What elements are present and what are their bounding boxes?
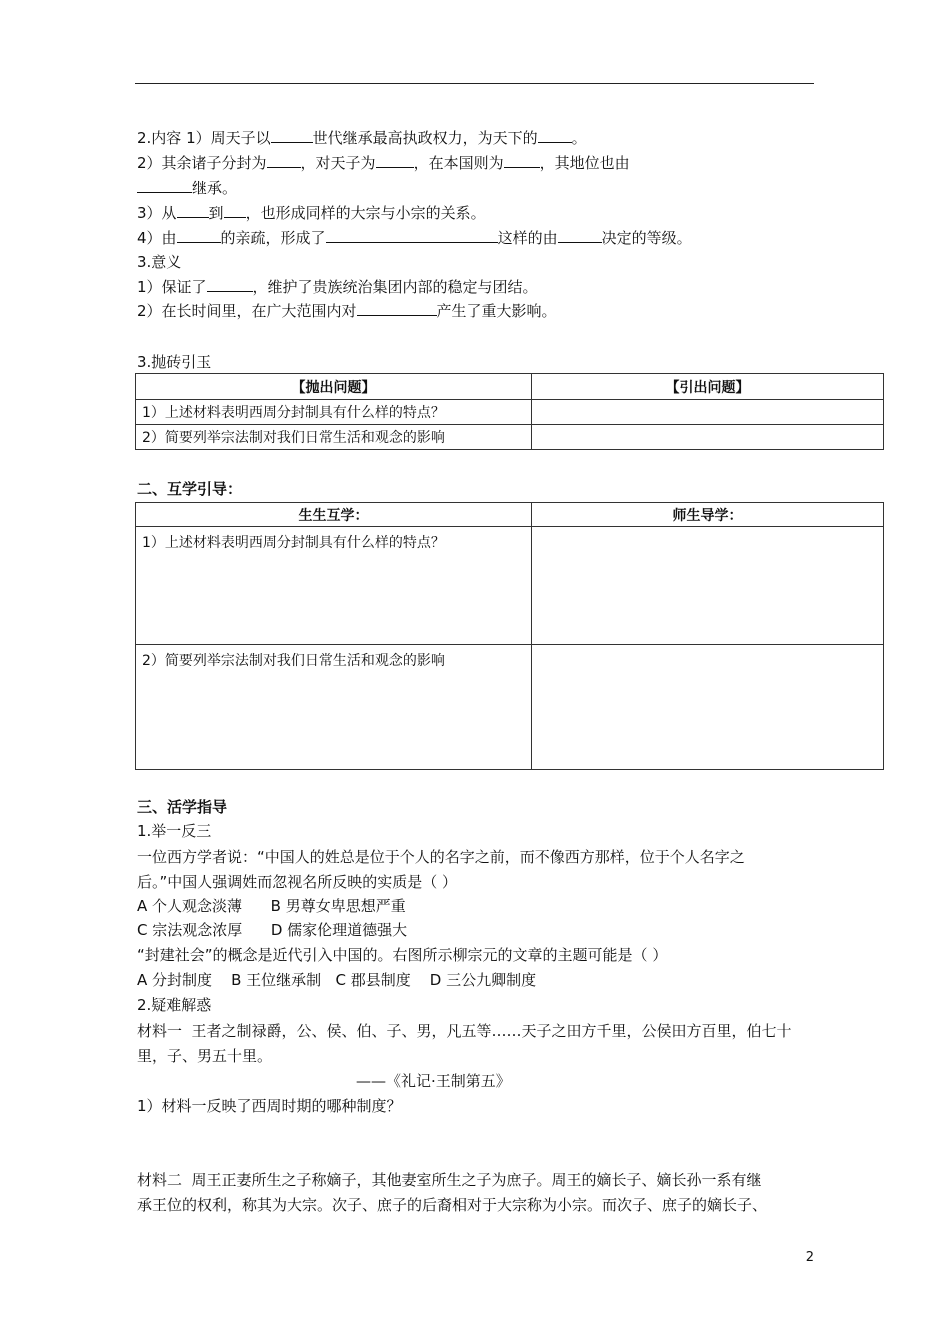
blank[interactable] <box>357 301 437 316</box>
practice-sub2: 2.疑难解惑 <box>137 996 212 1014</box>
material-1-line-1: 材料一 王者之制禄爵，公、侯、伯、子、男，凡五等……天子之田方千里，公侯田方百里，伯七十 <box>137 1022 792 1040</box>
table-row <box>136 400 884 425</box>
answer-cell[interactable] <box>532 527 884 645</box>
material-1-question: 1）材料一反映了西周时期的哪种制度？ <box>137 1097 402 1115</box>
column-header: 【引出问题】 <box>532 374 884 400</box>
practice-title: 三、活学指导 <box>137 798 228 816</box>
text: 4）由 <box>137 229 177 247</box>
answer-cell[interactable] <box>532 425 884 450</box>
header-rule <box>135 83 814 84</box>
mutual-title: 二、互学引导： <box>137 480 243 498</box>
blank[interactable] <box>177 228 221 243</box>
question-1-line-1: 一位西方学者说：“中国人的姓总是位于个人的名字之前，而不像西方那样，位于个人名字之 <box>137 848 745 866</box>
blank[interactable] <box>207 277 253 292</box>
question-1-line-2: 后。”中国人强调姓而忽视名所反映的实质是（ ） <box>137 873 458 891</box>
intro-table <box>135 373 884 450</box>
text: 决定的等级。 <box>601 229 692 247</box>
content-line-1 <box>137 128 587 148</box>
text: ，也形成同样的大宗与小宗的关系。 <box>245 204 486 222</box>
content-line-4 <box>137 203 486 223</box>
column-header: 【抛出问题】 <box>136 374 532 400</box>
text: ，其地位也由 <box>539 154 630 172</box>
text: 的亲疏，形成了 <box>220 229 326 247</box>
content-line-5 <box>137 228 692 248</box>
blank[interactable] <box>326 228 498 243</box>
text: 2）其余诸子分封为 <box>137 154 267 172</box>
material-1-source: ——《礼记·王制第五》 <box>356 1072 511 1090</box>
table-row <box>136 527 884 645</box>
column-header: 师生导学： <box>532 503 884 527</box>
text: 到 <box>208 204 224 222</box>
material-1-line-2: 里，子、男五十里。 <box>137 1047 273 1065</box>
text: 世代继承最高执政权力，为天下的 <box>312 129 538 147</box>
blank[interactable] <box>224 203 246 218</box>
text: 2）在长时间里，在广大范围内对 <box>137 302 357 320</box>
blank[interactable] <box>271 128 313 143</box>
practice-sub1: 1.举一反三 <box>137 822 212 840</box>
question-2-line-1: “封建社会”的概念是近代引入中国的。右图所示柳宗元的文章的主题可能是（ ） <box>137 946 668 964</box>
material-2-line-2: 承王位的权利，称其为大宗。次子、庶子的后裔相对于大宗称为小宗。而次子、庶子的嫡长子、 <box>137 1196 768 1214</box>
text: 。 <box>571 129 587 147</box>
question-2-options: A 分封制度 B 王位继承制 C 郡县制度 D 三公九卿制度 <box>137 971 537 989</box>
intro-title: 3.抛砖引玉 <box>137 353 212 371</box>
text: ，在本国则为 <box>413 154 504 172</box>
blank[interactable] <box>137 178 192 193</box>
material-2-line-1: 材料二 周王正妻所生之子称嫡子，其他妻室所生之子为庶子。周王的嫡长子、嫡长孙一系有继 <box>137 1171 762 1189</box>
significance-line-1 <box>137 277 538 297</box>
blank[interactable] <box>376 153 414 168</box>
answer-cell[interactable] <box>532 400 884 425</box>
text: 产生了重大影响。 <box>436 302 557 320</box>
text: ，维护了贵族统治集团内部的稳定与团结。 <box>252 278 538 296</box>
table-header-row <box>136 503 884 527</box>
blank[interactable] <box>558 228 602 243</box>
blank[interactable] <box>177 203 209 218</box>
significance-line-2 <box>137 301 557 321</box>
mutual-table <box>135 502 884 770</box>
column-header: 生生互学： <box>136 503 532 527</box>
answer-cell[interactable] <box>532 645 884 770</box>
significance-title: 3.意义 <box>137 253 182 271</box>
page-number: 2 <box>805 1250 814 1265</box>
text: 继承。 <box>192 179 238 197</box>
table-header-row <box>136 374 884 400</box>
blank[interactable] <box>504 153 540 168</box>
blank[interactable] <box>538 128 572 143</box>
blank[interactable] <box>267 153 301 168</box>
question-1-options-ab: A 个人观念淡薄 B 男尊女卑思想严重 <box>137 897 406 915</box>
text: 2.内容 1）周天子以 <box>137 129 271 147</box>
content-line-3 <box>137 178 237 198</box>
text: 3）从 <box>137 204 177 222</box>
question-1-options-cd: C 宗法观念浓厚 D 儒家伦理道德强大 <box>137 921 408 939</box>
table-row <box>136 425 884 450</box>
text: 1）保证了 <box>137 278 207 296</box>
table-row <box>136 645 884 770</box>
question-cell: 1）上述材料表明西周分封制具有什么样的特点？ <box>136 400 532 425</box>
question-cell: 1）上述材料表明西周分封制具有什么样的特点？ <box>136 527 532 645</box>
text: ，对天子为 <box>300 154 376 172</box>
content-line-2 <box>137 153 630 173</box>
text: 这样的由 <box>497 229 558 247</box>
question-cell: 2）简要列举宗法制对我们日常生活和观念的影响 <box>136 645 532 770</box>
question-cell: 2）简要列举宗法制对我们日常生活和观念的影响 <box>136 425 532 450</box>
